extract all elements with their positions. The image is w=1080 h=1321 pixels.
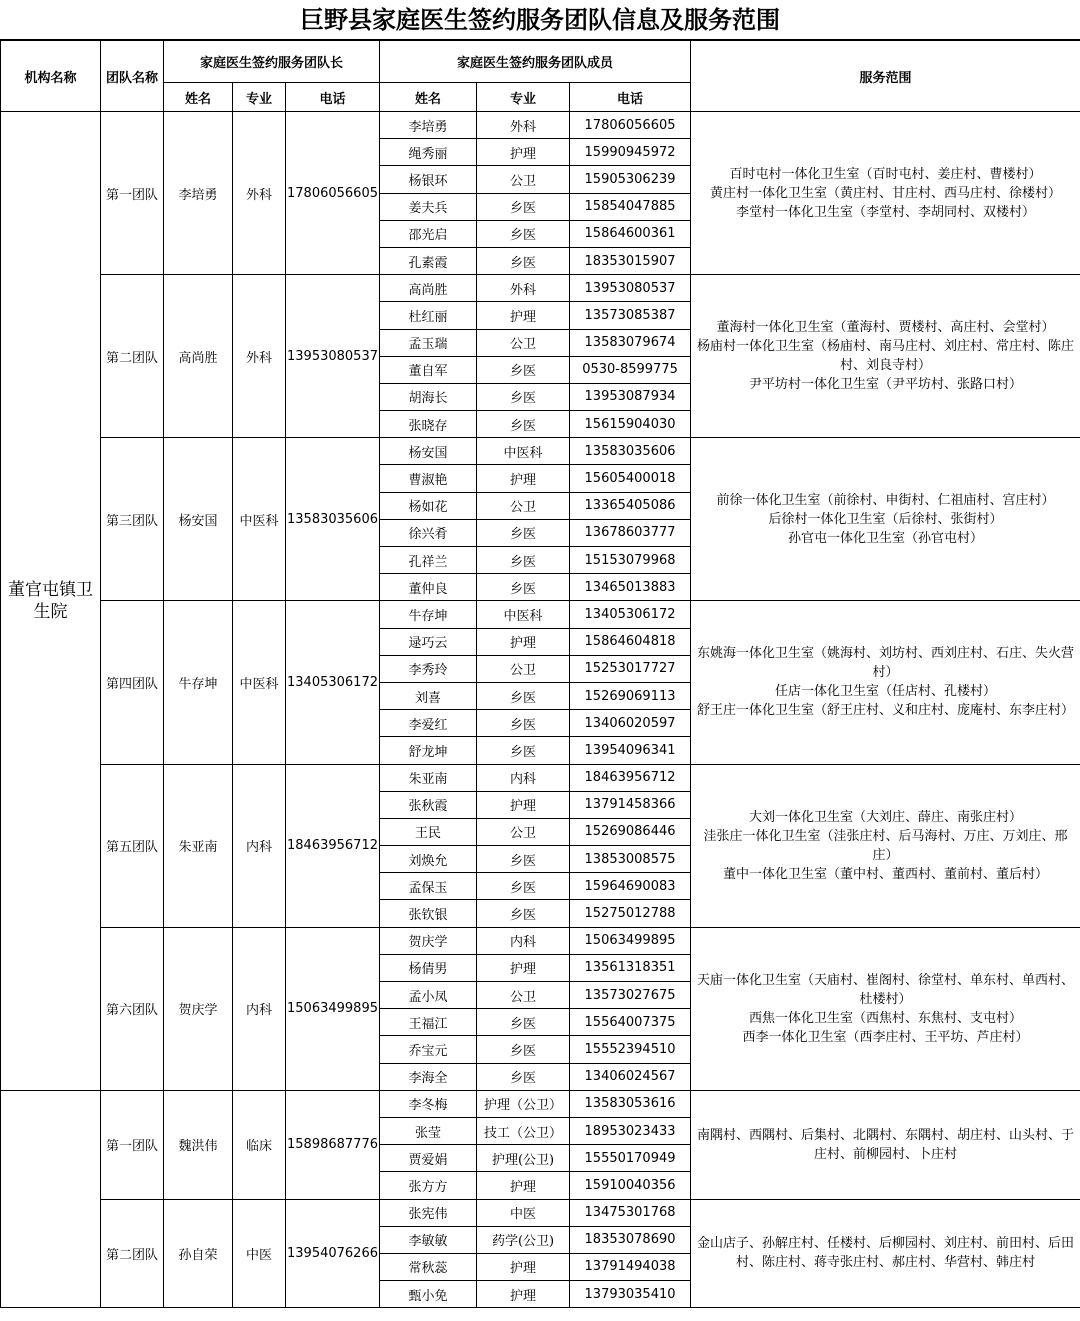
member-name-cell: 张晓存 — [380, 411, 477, 438]
member-phone-cell: 15854047885 — [570, 193, 691, 220]
member-phone-cell: 18953023433 — [570, 1117, 691, 1144]
team-name-cell: 第三团队 — [101, 438, 164, 601]
member-phone-cell: 18353078690 — [570, 1226, 691, 1253]
member-name-cell: 杜红丽 — [380, 302, 477, 329]
member-phone-cell: 15964690083 — [570, 873, 691, 900]
member-specialty-cell: 护理 — [477, 628, 570, 655]
member-phone-cell: 15864604818 — [570, 628, 691, 655]
member-specialty-cell: 乡医 — [477, 193, 570, 220]
member-phone-cell: 13405306172 — [570, 601, 691, 628]
member-name-cell: 张秋霞 — [380, 791, 477, 818]
member-name-cell: 杨倩男 — [380, 954, 477, 981]
member-phone-cell: 13406020597 — [570, 710, 691, 737]
header-leader-name: 姓名 — [164, 83, 233, 112]
member-specialty-cell: 乡医 — [477, 710, 570, 737]
member-specialty-cell: 乡医 — [477, 519, 570, 546]
scope-cell — [691, 1199, 1080, 1308]
member-specialty-cell: 乡医 — [477, 574, 570, 601]
member-phone-cell: 13793035410 — [570, 1281, 691, 1308]
member-phone-cell: 13853008575 — [570, 846, 691, 873]
scope-line: 董海村一体化卫生室（董海村、贾楼村、高庄村、会堂村） — [716, 320, 1055, 336]
member-phone-cell: 15910040356 — [570, 1172, 691, 1199]
header-team: 团队名称 — [101, 41, 164, 112]
member-phone-cell: 13561318351 — [570, 954, 691, 981]
scope-line: 董中一体化卫生室（董中村、董西村、董前村、董后村） — [723, 866, 1049, 882]
header-scope: 服务范围 — [691, 41, 1080, 112]
member-phone-cell: 15864600361 — [570, 220, 691, 247]
member-specialty-cell: 护理 — [477, 791, 570, 818]
leader-name-cell: 高尚胜 — [164, 275, 233, 438]
member-phone-cell: 18463956712 — [570, 764, 691, 791]
member-name-cell: 贾爱娟 — [380, 1145, 477, 1172]
scope-line: 黄庄村一体化卫生室（黄庄村、甘庄村、西马庄村、徐楼村） — [710, 185, 1062, 201]
member-specialty-cell: 护理 — [477, 1172, 570, 1199]
table-row — [1, 764, 1080, 791]
leader-specialty-cell: 内科 — [233, 764, 286, 927]
table-row — [1, 112, 1080, 139]
member-specialty-cell: 技工（公卫） — [477, 1117, 570, 1144]
member-name-cell: 逯巧云 — [380, 628, 477, 655]
member-name-cell: 杨如花 — [380, 492, 477, 519]
team-name-cell: 第六团队 — [101, 927, 164, 1090]
member-name-cell: 王福江 — [380, 1009, 477, 1036]
member-phone-cell: 13791494038 — [570, 1253, 691, 1280]
member-name-cell: 李敏敏 — [380, 1226, 477, 1253]
member-specialty-cell: 公卫 — [477, 492, 570, 519]
scope-line: 天庙一体化卫生室（天庙村、崔阁村、徐堂村、单东村、单西村、杜楼村） — [697, 972, 1075, 1007]
member-phone-cell: 15990945972 — [570, 139, 691, 166]
member-phone-cell: 13953087934 — [570, 383, 691, 410]
member-name-cell: 张钦银 — [380, 900, 477, 927]
scope-line: 百时屯村一体化卫生室（百时屯村、姜庄村、曹楼村） — [729, 166, 1042, 182]
table-row — [1, 438, 1080, 465]
leader-phone-cell: 13583035606 — [286, 438, 380, 601]
member-phone-cell: 15564007375 — [570, 1009, 691, 1036]
leader-specialty-cell: 中医 — [233, 1199, 286, 1308]
leader-phone-cell: 17806056605 — [286, 112, 380, 275]
member-name-cell: 曹淑艳 — [380, 465, 477, 492]
member-phone-cell: 13465013883 — [570, 574, 691, 601]
table-body — [1, 112, 1080, 1308]
member-phone-cell: 15615904030 — [570, 411, 691, 438]
table-row — [1, 601, 1080, 628]
scope-cell — [691, 438, 1080, 601]
member-name-cell: 李爱红 — [380, 710, 477, 737]
member-name-cell: 杨银环 — [380, 166, 477, 193]
scope-cell — [691, 764, 1080, 927]
member-name-cell: 舒龙坤 — [380, 737, 477, 764]
member-name-cell: 李冬梅 — [380, 1090, 477, 1117]
member-phone-cell: 15550170949 — [570, 1145, 691, 1172]
member-specialty-cell: 乡医 — [477, 356, 570, 383]
leader-specialty-cell: 外科 — [233, 275, 286, 438]
member-name-cell: 孔祥兰 — [380, 547, 477, 574]
scope-cell — [691, 601, 1080, 764]
member-specialty-cell: 公卫 — [477, 655, 570, 682]
member-specialty-cell: 乡医 — [477, 846, 570, 873]
member-phone-cell: 13475301768 — [570, 1199, 691, 1226]
member-phone-cell: 17806056605 — [570, 112, 691, 139]
member-name-cell: 贺庆学 — [380, 927, 477, 954]
leader-phone-cell: 13954076266 — [286, 1199, 380, 1308]
leader-specialty-cell: 内科 — [233, 927, 286, 1090]
member-name-cell: 孔素霞 — [380, 247, 477, 274]
member-specialty-cell: 乡医 — [477, 873, 570, 900]
leader-specialty-cell: 中医科 — [233, 438, 286, 601]
member-phone-cell: 0530-8599775 — [570, 356, 691, 383]
leader-specialty-cell: 外科 — [233, 112, 286, 275]
member-name-cell: 李培勇 — [380, 112, 477, 139]
member-phone-cell: 18353015907 — [570, 247, 691, 274]
scope-line: 南隅村、西隅村、后集村、北隅村、东隅村、胡庄村、山头村、于庄村、前柳园村、卜庄村 — [697, 1127, 1075, 1162]
member-phone-cell: 13583035606 — [570, 438, 691, 465]
member-name-cell: 甄小免 — [380, 1281, 477, 1308]
scope-line: 孙官屯一体化卫生室（孙官屯村） — [788, 530, 984, 546]
leader-phone-cell: 15898687776 — [286, 1090, 380, 1199]
member-specialty-cell: 护理 — [477, 302, 570, 329]
member-phone-cell: 13573027675 — [570, 982, 691, 1009]
member-name-cell: 李秀玲 — [380, 655, 477, 682]
team-name-cell: 第一团队 — [101, 1090, 164, 1199]
member-name-cell: 乔宝元 — [380, 1036, 477, 1063]
leader-specialty-cell: 临床 — [233, 1090, 286, 1199]
member-name-cell: 高尚胜 — [380, 275, 477, 302]
member-name-cell: 刘焕允 — [380, 846, 477, 873]
header-member-specialty: 专业 — [477, 83, 570, 112]
member-phone-cell: 13678603777 — [570, 519, 691, 546]
member-phone-cell: 13953080537 — [570, 275, 691, 302]
scope-line: 大刘一体化卫生室（大刘庄、薛庄、南张庄村） — [749, 809, 1023, 825]
scope-line: 尹平坊村一体化卫生室（尹平坊村、张路口村） — [749, 377, 1023, 393]
member-name-cell: 朱亚南 — [380, 764, 477, 791]
member-name-cell: 张莹 — [380, 1117, 477, 1144]
leader-specialty-cell: 中医科 — [233, 601, 286, 764]
leader-name-cell: 贺庆学 — [164, 927, 233, 1090]
member-phone-cell: 15905306239 — [570, 166, 691, 193]
member-name-cell: 张方方 — [380, 1172, 477, 1199]
member-name-cell: 胡海长 — [380, 383, 477, 410]
member-specialty-cell: 中医科 — [477, 601, 570, 628]
header-leader-phone: 电话 — [286, 83, 380, 112]
header-member-group: 家庭医生签约服务团队成员 — [380, 41, 691, 83]
member-specialty-cell: 中医 — [477, 1199, 570, 1226]
scope-line: 东姚海一体化卫生室（姚海村、刘坊村、西刘庄村、石庄、失火营村） — [697, 646, 1075, 681]
scope-line: 金山店子、孙解庄村、任楼村、后柳园村、刘庄村、前田村、后田村、陈庄村、蒋寺张庄村、郝庄村、华营村、韩庄村 — [697, 1236, 1075, 1271]
member-specialty-cell: 护理 — [477, 139, 570, 166]
team-name-cell: 第五团队 — [101, 764, 164, 927]
org-name-cell: 董官屯镇卫生院 — [1, 112, 101, 1091]
scope-line: 李堂村一体化卫生室（李堂村、李胡同村、双楼村） — [736, 204, 1036, 220]
member-name-cell: 张宪伟 — [380, 1199, 477, 1226]
member-specialty-cell: 乡医 — [477, 383, 570, 410]
member-specialty-cell: 护理 — [477, 465, 570, 492]
member-name-cell: 绳秀丽 — [380, 139, 477, 166]
team-name-cell: 第四团队 — [101, 601, 164, 764]
team-name-cell: 第一团队 — [101, 112, 164, 275]
org-name-cell — [1, 1090, 101, 1308]
member-name-cell: 董仲良 — [380, 574, 477, 601]
header-member-phone: 电话 — [570, 83, 691, 112]
member-name-cell: 徐兴肴 — [380, 519, 477, 546]
member-specialty-cell: 公卫 — [477, 982, 570, 1009]
team-name-cell: 第二团队 — [101, 275, 164, 438]
member-specialty-cell: 乡医 — [477, 1009, 570, 1036]
header-member-name: 姓名 — [380, 83, 477, 112]
leader-phone-cell: 15063499895 — [286, 927, 380, 1090]
leader-name-cell: 魏洪伟 — [164, 1090, 233, 1199]
leader-phone-cell: 18463956712 — [286, 764, 380, 927]
member-name-cell: 邵光启 — [380, 220, 477, 247]
member-specialty-cell: 护理 — [477, 1281, 570, 1308]
member-specialty-cell: 乡医 — [477, 1063, 570, 1090]
member-specialty-cell: 乡医 — [477, 900, 570, 927]
member-phone-cell: 15275012788 — [570, 900, 691, 927]
member-specialty-cell: 乡医 — [477, 1036, 570, 1063]
member-specialty-cell: 公卫 — [477, 166, 570, 193]
member-specialty-cell: 乡医 — [477, 737, 570, 764]
member-name-cell: 王民 — [380, 818, 477, 845]
member-phone-cell: 15552394510 — [570, 1036, 691, 1063]
team-name-cell: 第二团队 — [101, 1199, 164, 1308]
header-org: 机构名称 — [1, 41, 101, 112]
table-row — [1, 1199, 1080, 1226]
page-title: 巨野县家庭医生签约服务团队信息及服务范围 — [0, 0, 1080, 40]
table-row — [1, 1090, 1080, 1117]
leader-name-cell: 朱亚南 — [164, 764, 233, 927]
header-leader-group: 家庭医生签约服务团队长 — [164, 41, 380, 83]
member-phone-cell: 15063499895 — [570, 927, 691, 954]
member-name-cell: 姜夫兵 — [380, 193, 477, 220]
member-phone-cell: 13791458366 — [570, 791, 691, 818]
member-name-cell: 李海全 — [380, 1063, 477, 1090]
member-phone-cell: 13583053616 — [570, 1090, 691, 1117]
scope-line: 西焦一体化卫生室（西焦村、东焦村、支屯村） — [749, 1010, 1023, 1026]
scope-cell — [691, 275, 1080, 438]
member-phone-cell: 13954096341 — [570, 737, 691, 764]
member-specialty-cell: 乡医 — [477, 220, 570, 247]
member-name-cell: 孟玉瑞 — [380, 329, 477, 356]
member-name-cell: 牛存坤 — [380, 601, 477, 628]
leader-name-cell: 杨安国 — [164, 438, 233, 601]
member-phone-cell: 13406024567 — [570, 1063, 691, 1090]
member-specialty-cell: 内科 — [477, 764, 570, 791]
member-specialty-cell: 护理 — [477, 954, 570, 981]
member-name-cell: 董自军 — [380, 356, 477, 383]
member-phone-cell: 15605400018 — [570, 465, 691, 492]
member-name-cell: 孟保玉 — [380, 873, 477, 900]
member-specialty-cell: 乡医 — [477, 411, 570, 438]
scope-line: 后徐村一体化卫生室（后徐村、张街村） — [768, 511, 1003, 527]
header-leader-specialty: 专业 — [233, 83, 286, 112]
member-name-cell: 孟小凤 — [380, 982, 477, 1009]
member-phone-cell: 15253017727 — [570, 655, 691, 682]
member-specialty-cell: 公卫 — [477, 329, 570, 356]
member-specialty-cell: 护理(公卫) — [477, 1145, 570, 1172]
member-specialty-cell: 乡医 — [477, 247, 570, 274]
table-row — [1, 275, 1080, 302]
scope-cell — [691, 927, 1080, 1090]
member-phone-cell: 15153079968 — [570, 547, 691, 574]
scope-cell — [691, 112, 1080, 275]
scope-line: 杨庙村一体化卫生室（杨庙村、南马庄村、刘庄村、常庄村、陈庄村、刘良寺村） — [697, 339, 1075, 374]
scope-line: 任店一体化卫生室（任店村、孔楼村） — [775, 684, 997, 700]
leader-phone-cell: 13953080537 — [286, 275, 380, 438]
member-specialty-cell: 公卫 — [477, 818, 570, 845]
member-name-cell: 杨安国 — [380, 438, 477, 465]
scope-line: 前徐一体化卫生室（前徐村、申街村、仁祖庙村、宫庄村） — [716, 492, 1055, 508]
member-specialty-cell: 内科 — [477, 927, 570, 954]
member-specialty-cell: 药学(公卫) — [477, 1226, 570, 1253]
member-specialty-cell: 乡医 — [477, 547, 570, 574]
member-specialty-cell: 护理 — [477, 1253, 570, 1280]
leader-name-cell: 孙自荣 — [164, 1199, 233, 1308]
member-name-cell: 常秋蕊 — [380, 1253, 477, 1280]
scope-line: 洼张庄一体化卫生室（洼张庄村、后马海村、万庄、万刘庄、邢庄） — [703, 828, 1068, 863]
member-phone-cell: 13573085387 — [570, 302, 691, 329]
member-phone-cell: 15269069113 — [570, 682, 691, 709]
leader-phone-cell: 13405306172 — [286, 601, 380, 764]
member-specialty-cell: 护理（公卫） — [477, 1090, 570, 1117]
member-specialty-cell: 乡医 — [477, 682, 570, 709]
member-phone-cell: 13365405086 — [570, 492, 691, 519]
member-specialty-cell: 外科 — [477, 275, 570, 302]
team-table — [0, 40, 1080, 1308]
scope-line: 西李一体化卫生室（西李庄村、王平坊、芦庄村） — [742, 1029, 1029, 1045]
leader-name-cell: 牛存坤 — [164, 601, 233, 764]
member-phone-cell: 13583079674 — [570, 329, 691, 356]
scope-cell — [691, 1090, 1080, 1199]
leader-name-cell: 李培勇 — [164, 112, 233, 275]
scope-line: 舒王庄一体化卫生室（舒王庄村、义和庄村、庞庵村、东李庄村） — [697, 703, 1075, 719]
member-specialty-cell: 外科 — [477, 112, 570, 139]
member-phone-cell: 15269086446 — [570, 818, 691, 845]
table-row — [1, 927, 1080, 954]
member-name-cell: 刘喜 — [380, 682, 477, 709]
member-specialty-cell: 中医科 — [477, 438, 570, 465]
